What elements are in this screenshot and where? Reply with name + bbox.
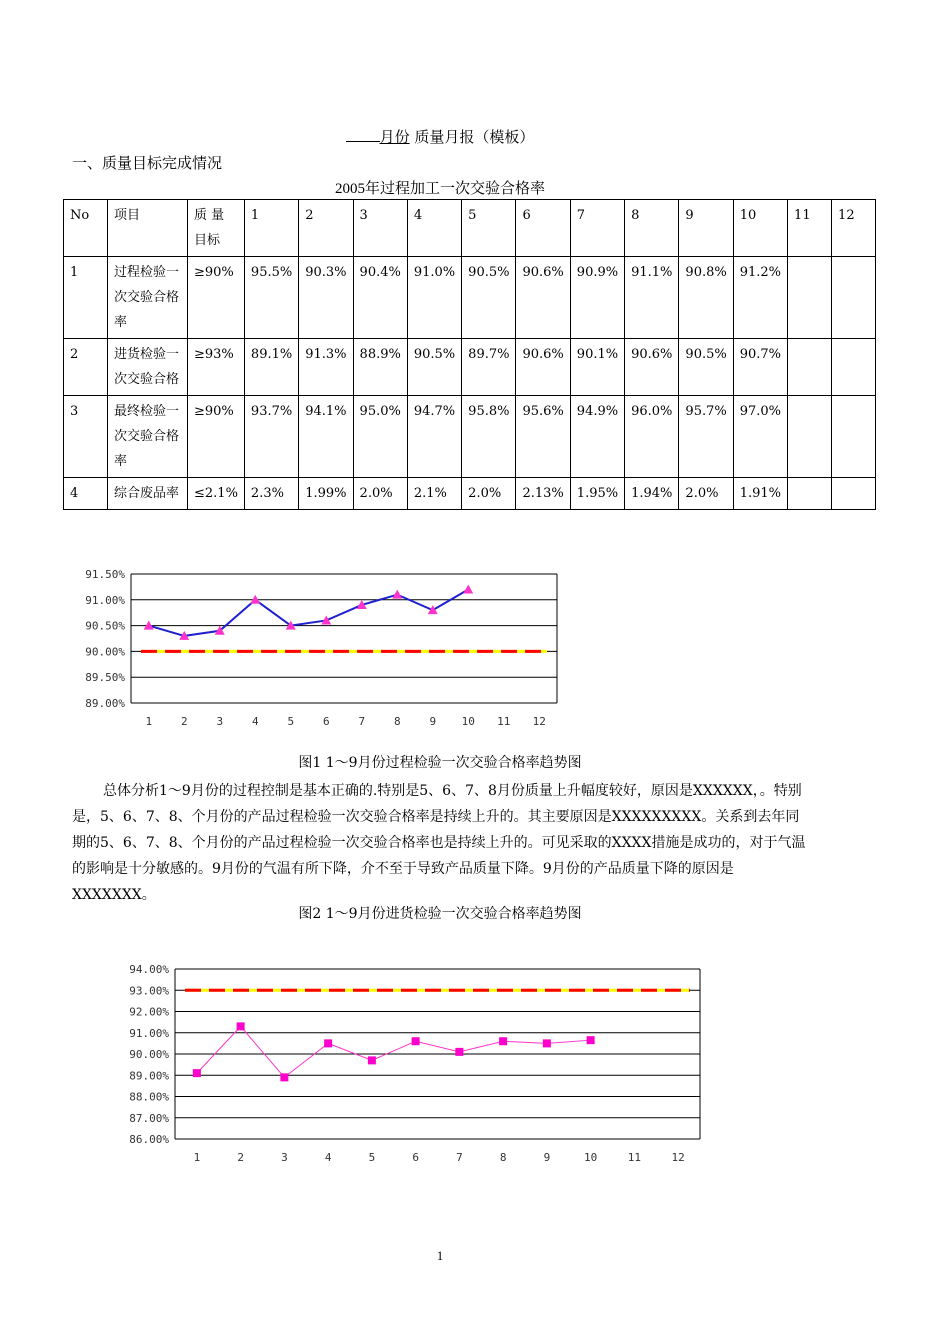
month-value-cell xyxy=(788,257,832,339)
y-tick-label: 86.00% xyxy=(129,1133,169,1146)
header-cell: 11 xyxy=(788,200,832,257)
month-value-cell: 90.5% xyxy=(462,257,516,339)
month-value-cell: 2.0% xyxy=(679,478,733,510)
month-value-cell xyxy=(832,339,876,396)
data-point xyxy=(237,1022,245,1030)
row-item-cell: 综合废品率 xyxy=(108,478,188,510)
table-row xyxy=(64,396,876,478)
header-cell: 12 xyxy=(832,200,876,257)
data-point xyxy=(392,590,402,599)
x-tick-label: 1 xyxy=(145,715,153,728)
month-value-cell: 1.94% xyxy=(625,478,679,510)
x-tick-label: 6 xyxy=(322,715,330,728)
chart-process-inspection xyxy=(60,562,580,740)
series-line xyxy=(149,589,469,635)
month-value-cell: 91.3% xyxy=(299,339,353,396)
x-tick-label: 2 xyxy=(237,1151,244,1164)
y-tick-label: 90.00% xyxy=(129,1048,169,1061)
title-month-label: 月份 xyxy=(379,128,410,146)
month-value-cell: 1.99% xyxy=(299,478,353,510)
x-tick-label: 8 xyxy=(499,1151,507,1164)
y-tick-label: 89.00% xyxy=(85,697,125,710)
month-value-cell: 95.0% xyxy=(353,396,407,478)
month-value-cell: 2.0% xyxy=(462,478,516,510)
table-caption: 2005年过程加工一次交验合格率 xyxy=(334,181,545,197)
x-tick-label: 5 xyxy=(368,1151,376,1164)
month-value-cell: 90.3% xyxy=(299,257,353,339)
y-tick-label: 91.50% xyxy=(85,568,125,581)
month-value-cell: 95.7% xyxy=(679,396,733,478)
data-point xyxy=(587,1036,595,1044)
data-point xyxy=(455,1048,463,1056)
month-value-cell: 94.7% xyxy=(407,396,461,478)
x-tick-label: 9 xyxy=(543,1151,551,1164)
month-value-cell: 91.0% xyxy=(407,257,461,339)
section-heading: 一、质量目标完成情况 xyxy=(72,154,223,172)
y-tick-label: 90.00% xyxy=(85,645,125,659)
header-cell: 质 量 目标 xyxy=(188,200,245,257)
month-value-cell: 90.8% xyxy=(679,257,733,339)
month-value-cell: 1.95% xyxy=(570,478,624,510)
month-value-cell xyxy=(832,478,876,510)
month-value-cell: 1.91% xyxy=(733,478,787,510)
x-tick-label: 10 xyxy=(584,1151,598,1164)
x-tick-label: 12 xyxy=(532,715,546,728)
data-point xyxy=(412,1037,420,1045)
month-value-cell: 90.6% xyxy=(625,339,679,396)
chart-incoming-inspection xyxy=(100,958,720,1176)
figure2-caption: 图2 1～9月份进货检验一次交验合格率趋势图 xyxy=(298,906,582,922)
table-row xyxy=(64,257,876,339)
table-row xyxy=(64,478,876,510)
month-value-cell xyxy=(832,396,876,478)
x-tick-label: 8 xyxy=(393,715,401,728)
x-tick-label: 4 xyxy=(251,715,259,728)
month-value-cell: 90.6% xyxy=(516,339,570,396)
month-value-cell: 95.5% xyxy=(244,257,298,339)
row-target-cell: ≥93% xyxy=(188,339,245,396)
header-cell: 10 xyxy=(733,200,787,257)
report-title xyxy=(0,126,880,147)
table-row xyxy=(64,339,876,396)
month-value-cell xyxy=(788,396,832,478)
x-tick-label: 2 xyxy=(180,715,188,728)
data-point xyxy=(250,595,260,604)
month-value-cell: 89.7% xyxy=(462,339,516,396)
x-tick-label: 4 xyxy=(324,1151,332,1164)
data-point xyxy=(543,1039,551,1047)
header-cell: 4 xyxy=(407,200,461,257)
x-tick-label: 10 xyxy=(461,715,475,728)
x-tick-label: 7 xyxy=(456,1151,463,1164)
row-item-cell: 最终检验一次交验合格率 xyxy=(108,396,188,478)
row-target-cell: ≥90% xyxy=(188,257,245,339)
header-cell: 7 xyxy=(570,200,624,257)
data-point xyxy=(324,1039,332,1047)
row-number-cell: 2 xyxy=(64,339,108,396)
header-cell: 5 xyxy=(462,200,516,257)
month-blank xyxy=(346,127,380,142)
row-number-cell: 3 xyxy=(64,396,108,478)
x-tick-label: 3 xyxy=(281,1151,288,1164)
row-number-cell: 1 xyxy=(64,257,108,339)
table-header-row xyxy=(64,200,876,257)
y-tick-label: 93.00% xyxy=(129,984,169,998)
y-tick-label: 90.50% xyxy=(85,619,125,633)
month-value-cell xyxy=(788,339,832,396)
data-point xyxy=(463,584,473,593)
header-cell: 项目 xyxy=(108,200,188,257)
x-tick-label: 11 xyxy=(497,715,511,728)
month-value-cell: 90.5% xyxy=(407,339,461,396)
series-line xyxy=(197,1026,591,1077)
month-value-cell: 96.0% xyxy=(625,396,679,478)
month-value-cell: 90.6% xyxy=(516,257,570,339)
y-tick-label: 91.00% xyxy=(85,593,125,607)
x-tick-label: 6 xyxy=(412,1151,419,1164)
month-value-cell: 2.1% xyxy=(407,478,461,510)
month-value-cell xyxy=(788,478,832,510)
month-value-cell: 94.1% xyxy=(299,396,353,478)
y-tick-label: 87.00% xyxy=(129,1111,169,1125)
row-target-cell: ≤2.1% xyxy=(188,478,245,510)
y-tick-label: 88.00% xyxy=(129,1090,169,1104)
data-point xyxy=(193,1069,201,1077)
month-value-cell: 97.0% xyxy=(733,396,787,478)
x-tick-label: 12 xyxy=(671,1151,685,1164)
row-target-cell: ≥90% xyxy=(188,396,245,478)
month-value-cell: 2.13% xyxy=(516,478,570,510)
figure1-caption: 图1 1～9月份过程检验一次交验合格率趋势图 xyxy=(298,755,582,771)
x-tick-label: 1 xyxy=(193,1151,201,1164)
header-cell: 1 xyxy=(244,200,298,257)
month-value-cell: 90.1% xyxy=(570,339,624,396)
x-tick-label: 7 xyxy=(358,715,366,728)
x-tick-label: 3 xyxy=(216,715,224,728)
header-cell: 2 xyxy=(299,200,353,257)
y-tick-label: 89.00% xyxy=(129,1069,169,1083)
header-cell: No xyxy=(64,200,108,257)
month-value-cell: 91.2% xyxy=(733,257,787,339)
quality-table xyxy=(63,199,876,510)
header-cell: 8 xyxy=(625,200,679,257)
month-value-cell: 2.0% xyxy=(353,478,407,510)
month-value-cell: 90.4% xyxy=(353,257,407,339)
header-cell: 9 xyxy=(679,200,733,257)
row-item-cell: 进货检验一次交验合格 xyxy=(108,339,188,396)
month-value-cell: 90.9% xyxy=(570,257,624,339)
header-cell: 6 xyxy=(516,200,570,257)
month-value-cell: 91.1% xyxy=(625,257,679,339)
row-number-cell: 4 xyxy=(64,478,108,510)
data-point xyxy=(280,1073,288,1081)
month-value-cell: 90.5% xyxy=(679,339,733,396)
month-value-cell: 94.9% xyxy=(570,396,624,478)
month-value-cell: 95.6% xyxy=(516,396,570,478)
data-point xyxy=(144,621,154,630)
data-point xyxy=(368,1056,376,1064)
month-value-cell: 93.7% xyxy=(244,396,298,478)
month-value-cell: 89.1% xyxy=(244,339,298,396)
month-value-cell: 95.8% xyxy=(462,396,516,478)
y-tick-label: 92.00% xyxy=(129,1005,169,1019)
month-value-cell: 88.9% xyxy=(353,339,407,396)
y-tick-label: 89.50% xyxy=(85,671,125,685)
x-tick-label: 9 xyxy=(429,715,437,728)
analysis-paragraph: 总体分析1～9月份的过程控制是基本正确的.特别是5、6、7、8月份质量上升幅度较好，原因是XXXXXX，。特别是，5、6、7、8、个月份的产品过程检验一次交验合格率是持续上升的。其主要原因是XXXXXXXXX。关系到去年同期的5、6、7、8、个月份的产品过程检验一次交验合格率也是持续上升的。可见采取的XXXX措施是成功的，对于气温的影响是十分敏感的。9月份的气温有所下降，介不至于导致产品质量下降。9月份的产品质量下降的原因是XXXXXXX。 xyxy=(72,783,806,903)
y-tick-label: 94.00% xyxy=(129,963,169,976)
data-point xyxy=(499,1037,507,1045)
row-item-cell: 过程检验一次交验合格率 xyxy=(108,257,188,339)
month-value-cell: 90.7% xyxy=(733,339,787,396)
y-tick-label: 91.00% xyxy=(129,1026,169,1040)
title-rest: 质量月报（模板） xyxy=(414,128,535,146)
month-value-cell xyxy=(832,257,876,339)
month-value-cell: 2.3% xyxy=(244,478,298,510)
header-cell: 3 xyxy=(353,200,407,257)
x-tick-label: 5 xyxy=(287,715,295,728)
x-tick-label: 11 xyxy=(627,1151,641,1164)
page-number: 1 xyxy=(436,1248,444,1263)
